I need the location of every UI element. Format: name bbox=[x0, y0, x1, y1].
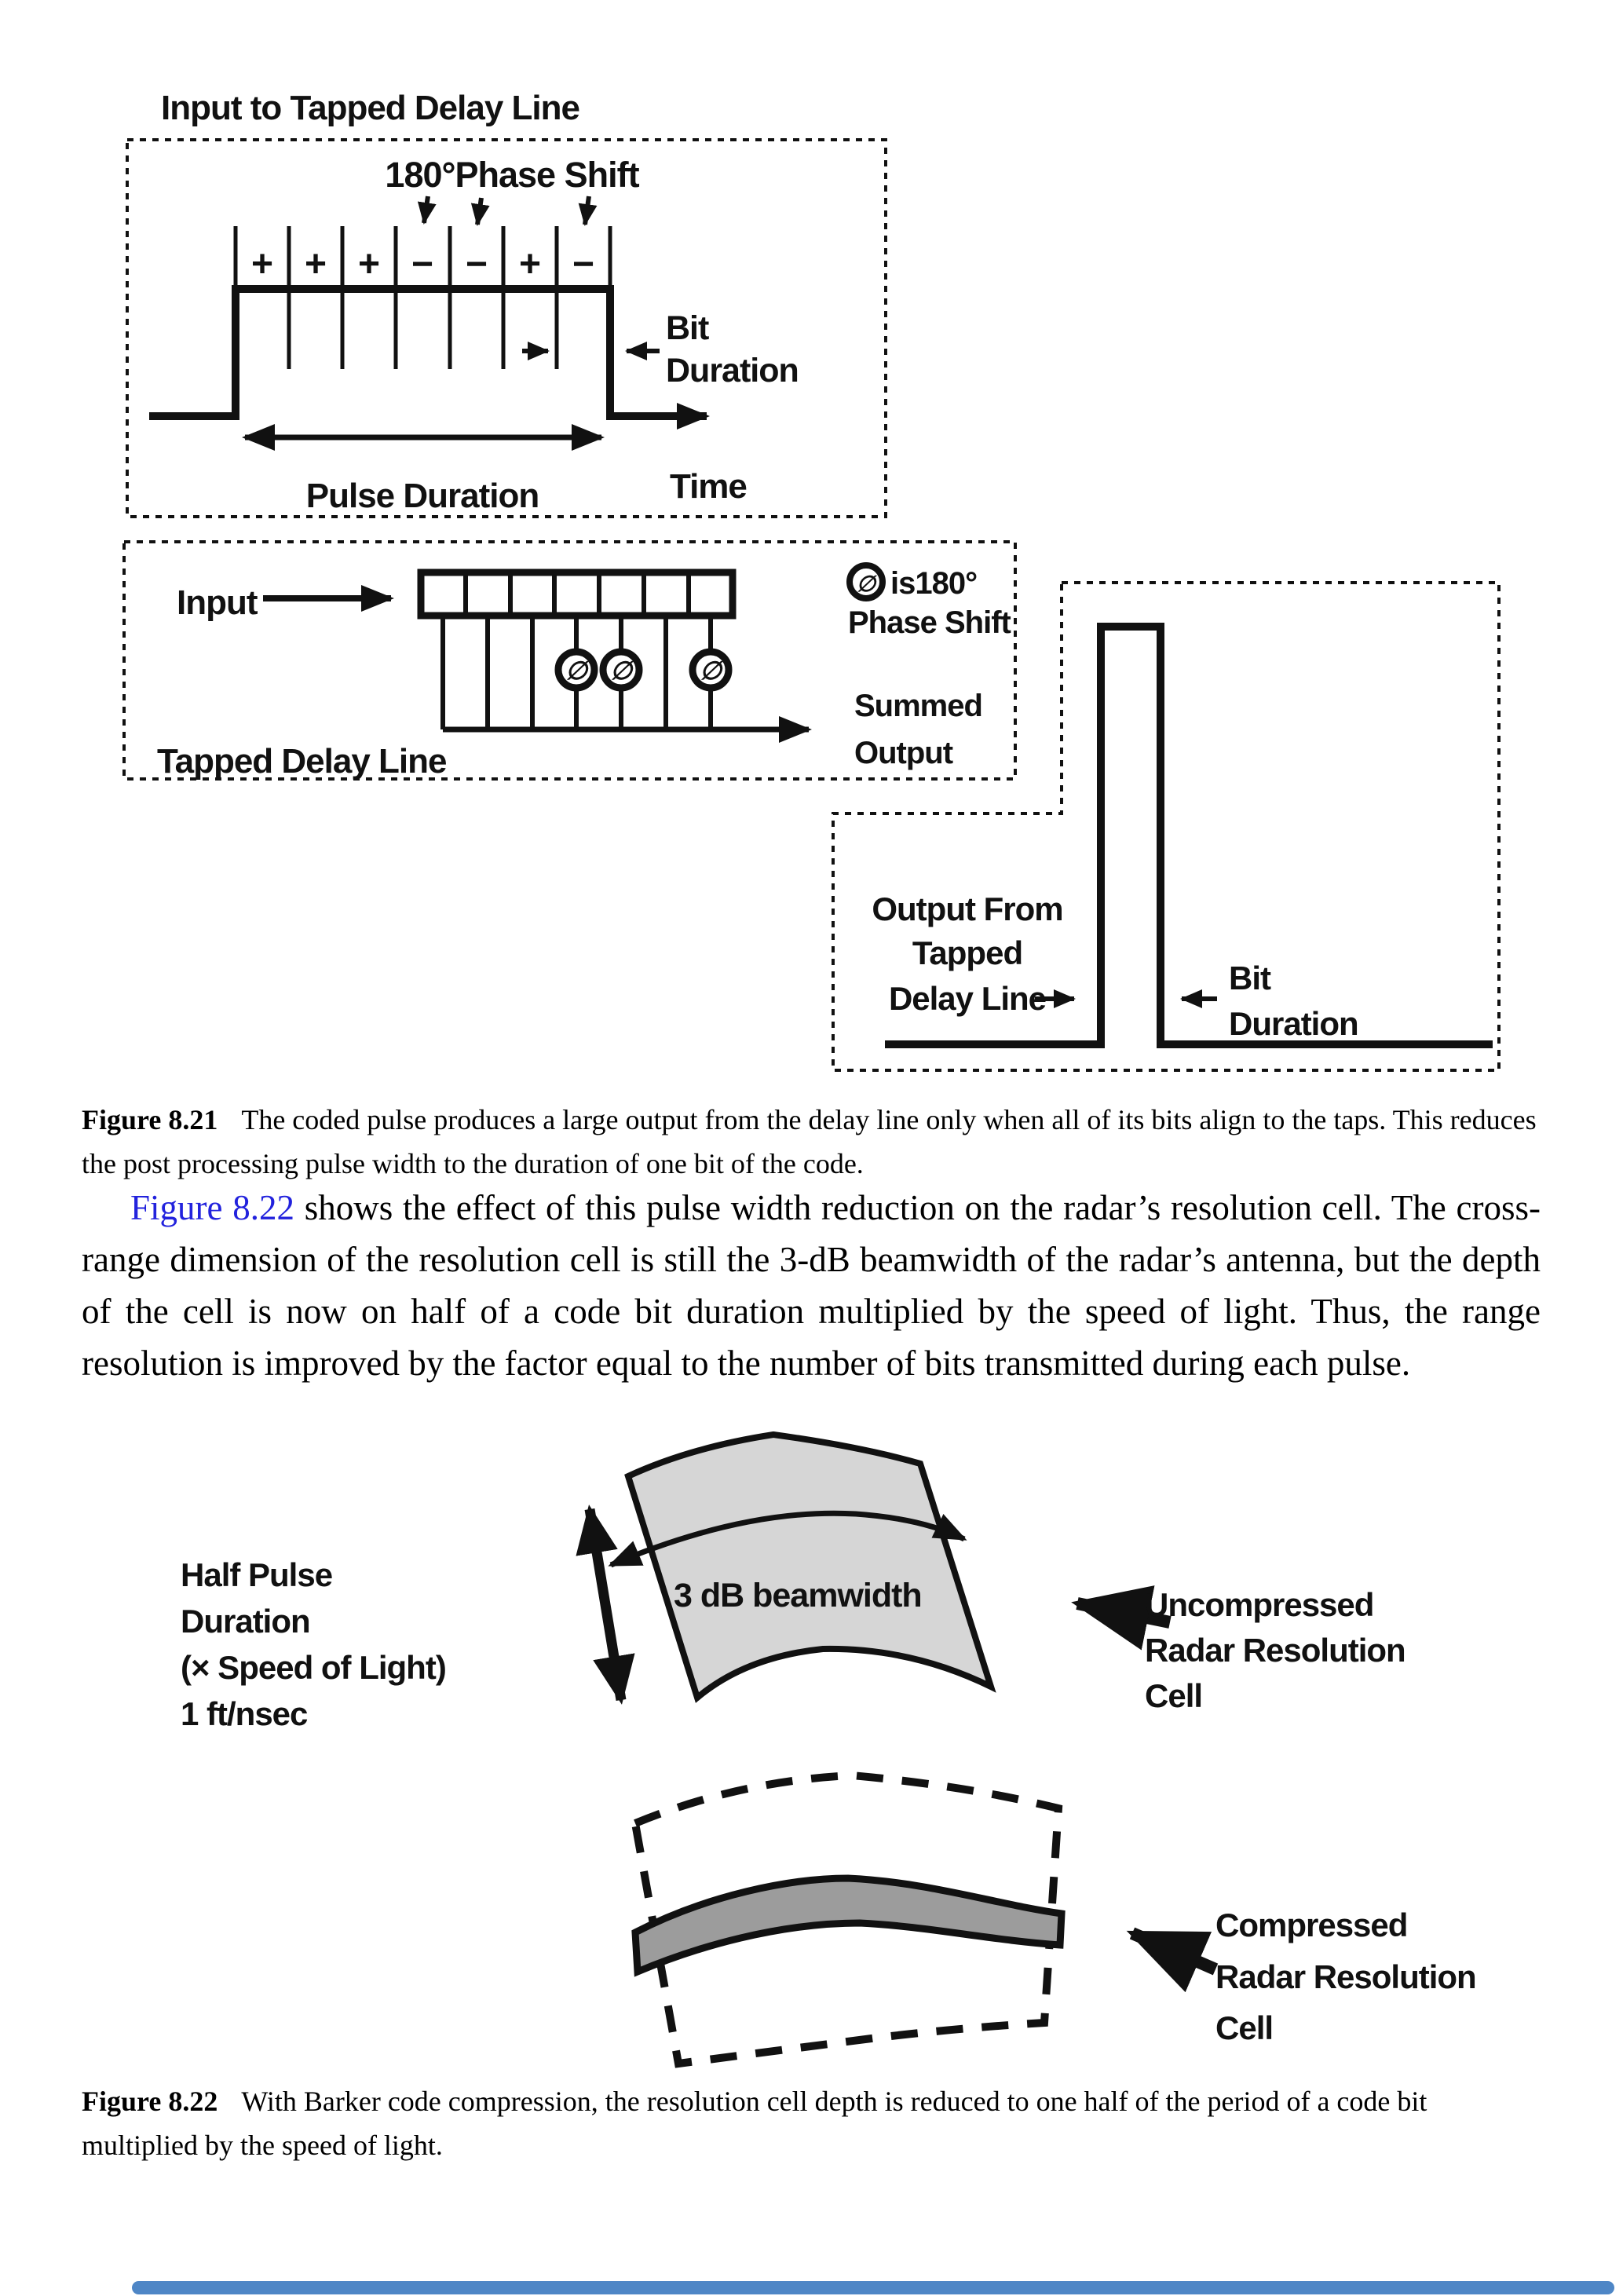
bit-duration-label-2: Duration bbox=[1229, 1005, 1358, 1042]
time-label: Time bbox=[670, 467, 747, 506]
figure-8-22-caption-label: Figure 8.22 bbox=[82, 2086, 218, 2117]
svg-text:+: + bbox=[304, 243, 327, 285]
figure-8-22-link[interactable]: Figure 8.22 bbox=[130, 1188, 294, 1227]
svg-text:+: + bbox=[518, 243, 542, 285]
bit-duration-label-1: Bit bbox=[1229, 960, 1270, 996]
figure-8-22-caption-text: With Barker code compression, the resolution cell depth is reduced to one half of the period of a code bit multiplied by the speed of light. bbox=[82, 2086, 1427, 2161]
output-from-label-2: Tapped bbox=[912, 934, 1023, 971]
coded-pulse-panel bbox=[127, 89, 886, 517]
figure-8-21-caption-text: The coded pulse produces a large output from the delay line only when all of its bits align to the taps. This reduces the post processing pulse width to the duration of one bit of the code. bbox=[82, 1104, 1537, 1179]
svg-text:is180°: is180° bbox=[890, 566, 978, 601]
svg-text:∅: ∅ bbox=[700, 656, 722, 685]
summed-output-label-2: Output bbox=[854, 736, 953, 770]
bit-duration-label-1: Bit bbox=[666, 309, 709, 347]
phase-shift-arrows-icon bbox=[424, 196, 589, 225]
phase-shift-label: 180°Phase Shift bbox=[385, 155, 639, 195]
barker-code-symbols bbox=[251, 243, 594, 285]
half-pulse-arrow-icon bbox=[590, 1509, 621, 1700]
shift-register bbox=[421, 572, 733, 616]
reader-progress-bar[interactable] bbox=[132, 2281, 1614, 2294]
body-paragraph bbox=[82, 1182, 1541, 1389]
panel-title: Input to Tapped Delay Line bbox=[161, 89, 579, 127]
svg-text:Duration: Duration bbox=[181, 1603, 310, 1640]
resolution-cell-figure bbox=[181, 1435, 1476, 2064]
svg-text:∅: ∅ bbox=[610, 656, 632, 685]
coded-pulse-waveform bbox=[149, 289, 707, 416]
output-from-label-3: Delay Line bbox=[888, 980, 1047, 1017]
beamwidth-label: 3 dB beamwidth bbox=[674, 1577, 922, 1614]
tapped-delay-line-label: Tapped Delay Line bbox=[157, 742, 447, 781]
svg-text:(× Speed of Light): (× Speed of Light) bbox=[181, 1649, 446, 1686]
compressed-cell-label bbox=[1215, 1907, 1476, 2046]
output-from-label-1: Output From bbox=[872, 890, 1063, 927]
uncompressed-cell-shape bbox=[628, 1435, 991, 1698]
svg-text:Uncompressed: Uncompressed bbox=[1145, 1586, 1374, 1623]
figure-8-22-caption bbox=[82, 2079, 1541, 2167]
pulse-duration-label: Pulse Duration bbox=[305, 477, 539, 515]
svg-text:∅: ∅ bbox=[856, 572, 876, 596]
svg-text:Half Pulse: Half Pulse bbox=[181, 1556, 333, 1593]
input-label: Input bbox=[177, 583, 258, 622]
svg-text:Radar Resolution: Radar Resolution bbox=[1145, 1632, 1406, 1669]
delay-line-output-panel bbox=[833, 583, 1499, 1070]
figure-8-21-caption bbox=[82, 1098, 1541, 1186]
svg-text:−: − bbox=[465, 243, 488, 285]
svg-text:−: − bbox=[411, 243, 434, 285]
svg-text:+: + bbox=[357, 243, 381, 285]
svg-text:Cell: Cell bbox=[1145, 1677, 1203, 1714]
compressed-cell-band bbox=[635, 1878, 1062, 1972]
phase-legend bbox=[848, 565, 1011, 640]
figure-8-21-caption-label: Figure 8.21 bbox=[82, 1104, 218, 1135]
svg-text:Cell: Cell bbox=[1215, 2009, 1274, 2046]
svg-text:Radar Resolution: Radar Resolution bbox=[1215, 1958, 1476, 1995]
svg-text:∅: ∅ bbox=[565, 656, 587, 685]
dashed-panel-border bbox=[127, 140, 886, 517]
tapped-delay-line-panel bbox=[124, 542, 1015, 781]
bit-duration-label-2: Duration bbox=[666, 352, 799, 389]
svg-text:+: + bbox=[250, 243, 274, 285]
svg-text:1 ft/nsec: 1 ft/nsec bbox=[181, 1695, 308, 1732]
body-paragraph-text: shows the effect of this pulse width reduction on the radar’s resolution cell. The cross-range dimension of the resolution cell is still the 3-dB beamwidth of the radar’s antenna, but the depth of the cell is now on half of a code bit duration multiplied by the speed of light. Thus, the range resolution is improved by the factor equal to the number of bits transmitted during each pulse. bbox=[82, 1188, 1541, 1383]
uncompressed-cell-label bbox=[1145, 1586, 1406, 1714]
half-pulse-label bbox=[181, 1556, 446, 1732]
compressed-pointer-arrow-icon bbox=[1132, 1933, 1215, 1969]
svg-text:−: − bbox=[572, 243, 595, 285]
summed-output-label-1: Summed bbox=[854, 689, 982, 723]
svg-text:Phase Shift: Phase Shift bbox=[848, 605, 1011, 640]
svg-text:Compressed: Compressed bbox=[1215, 1907, 1408, 1943]
phase-shifter-icons bbox=[558, 652, 729, 688]
